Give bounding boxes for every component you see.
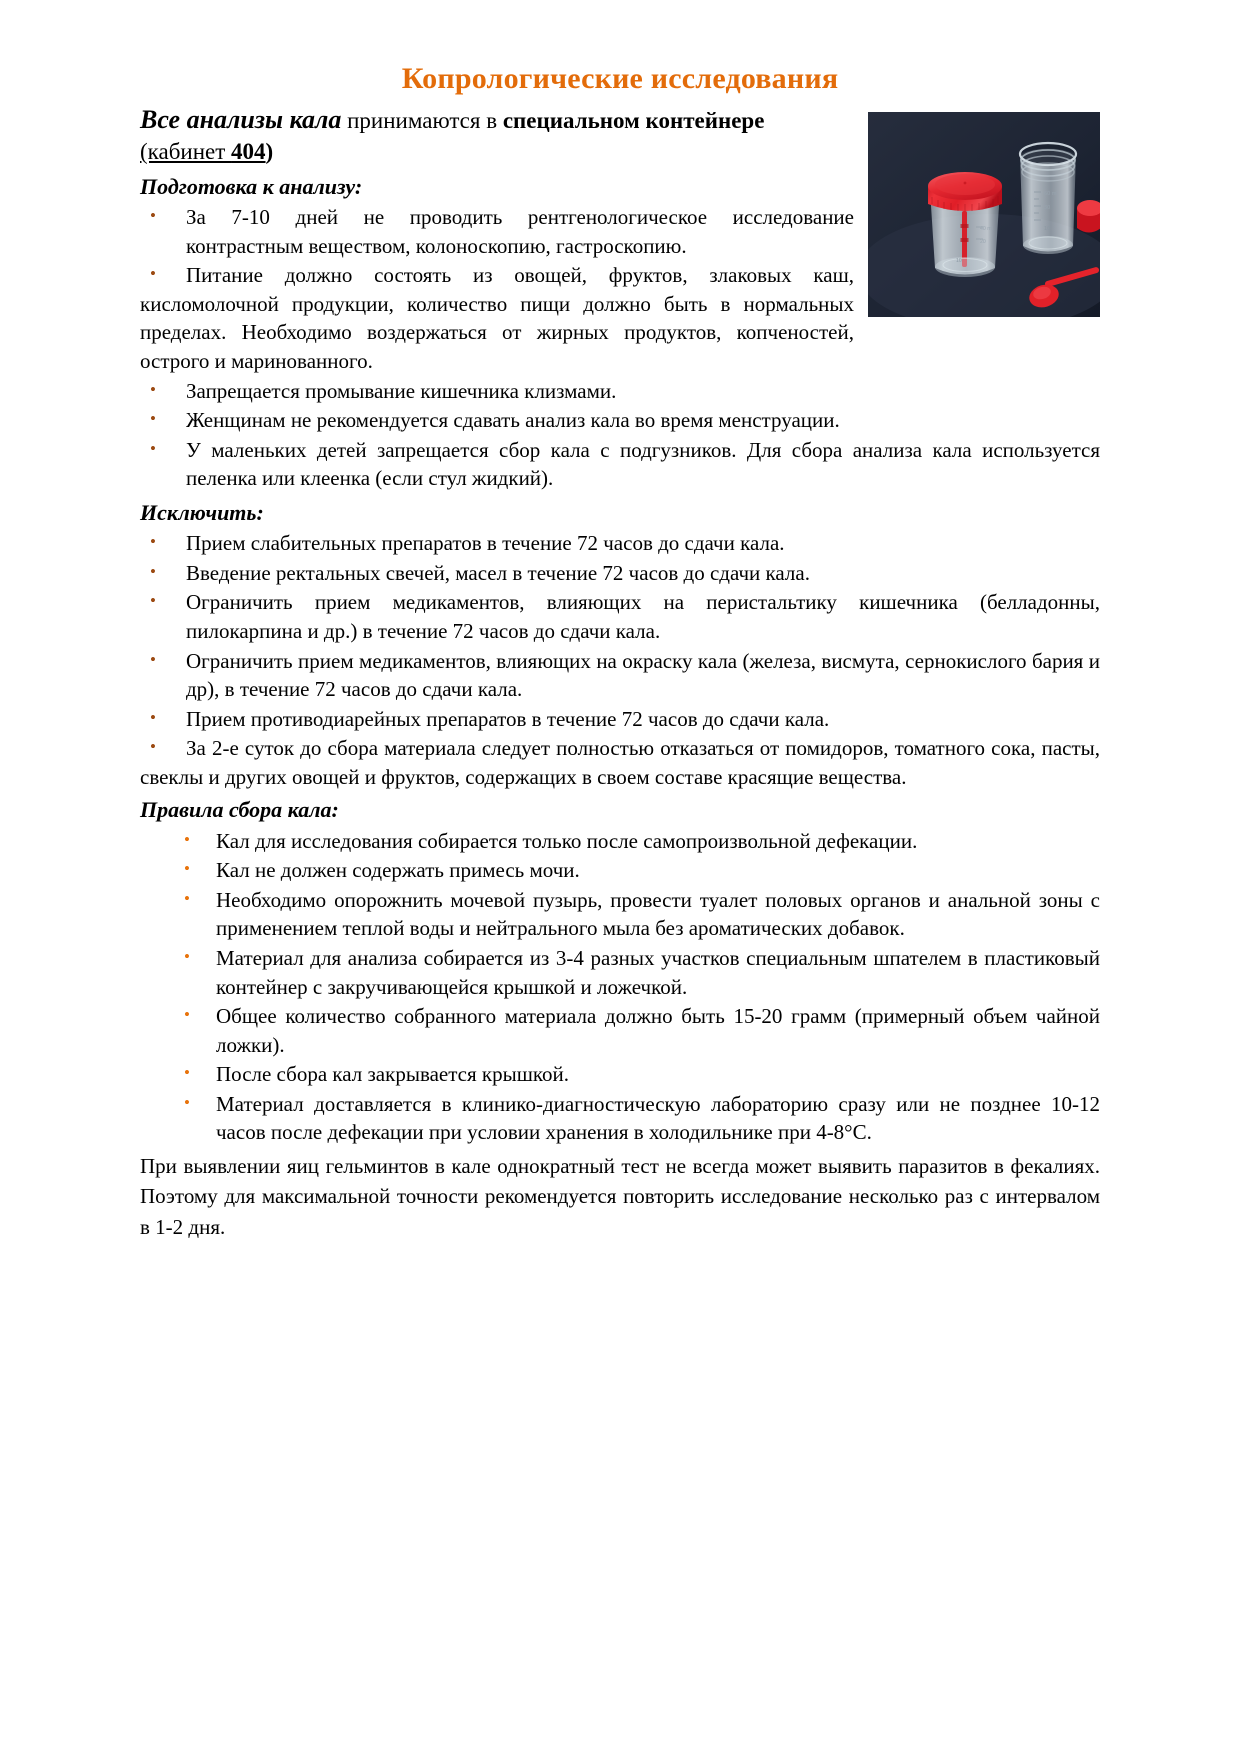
exclude-list bbox=[140, 529, 1100, 791]
list-item: • Кал не должен содержать примесь мочи. bbox=[140, 856, 1100, 885]
lead-emphasis: Все анализы кала bbox=[140, 105, 342, 134]
lead-close-paren: ) bbox=[265, 139, 274, 165]
svg-text:40 ml: 40 ml bbox=[980, 226, 993, 232]
list-item: • Прием противодиарейных препаратов в течение 72 часов до сдачи кала. bbox=[140, 705, 1100, 734]
list-item: • Материал доставляется в клинико-диагностическую лабораторию сразу или не позднее 10-12 часов после дефекации при условии хранения в холодильнике при 4-8°С. bbox=[140, 1090, 1100, 1147]
svg-text:30: 30 bbox=[1044, 205, 1051, 211]
room-number: 404 bbox=[231, 139, 266, 165]
list-item: • За 7-10 дней не проводить рентгенологическое исследование контрастным веществом, колоноскопию, гастроскопию. bbox=[140, 203, 1100, 260]
collection-rules-list bbox=[140, 827, 1100, 1147]
section-heading-preparation: Подготовка к анализу: bbox=[140, 173, 363, 199]
list-item: • После сбора кал закрывается крышкой. bbox=[140, 1060, 1100, 1089]
list-item: • Женщинам не рекомендуется сдавать анализ кала во время менструации. bbox=[140, 406, 1100, 435]
lead-bold-container: специальном контейнере bbox=[502, 108, 765, 133]
list-item: • Материал для анализа собирается из 3-4 разных участков специальным шпателем в пластиковый контейнер с закручивающейся крышкой и ложечкой. bbox=[140, 944, 1100, 1001]
list-item: • Кал для исследования собирается только после самопроизвольной дефекации. bbox=[140, 827, 1100, 856]
list-item: • Питание должно состоять из овощей, фруктов, злаковых каш, кисломолочной продукции, количество пищи должно быть в нормальных пределах. Необходимо воздержаться от жирных продуктов, копченостей, острого и маринованного. bbox=[140, 261, 1100, 375]
list-item: • Прием слабительных препаратов в течение 72 часов до сдачи кала. bbox=[140, 529, 1100, 558]
svg-text:10: 10 bbox=[1044, 226, 1051, 232]
page-title: Копрологические исследования bbox=[401, 62, 839, 95]
svg-text:20: 20 bbox=[980, 239, 986, 245]
lead-room-label: (кабинет bbox=[140, 139, 232, 165]
section-heading-collection-rules: Правила сбора кала: bbox=[140, 797, 339, 823]
list-item: • У маленьких детей запрещается сбор кала с подгузников. Для сбора анализа кала используется пеленка или клеенка (если стул жидкий). bbox=[140, 436, 1100, 493]
svg-text:60 ml: 60 ml bbox=[1044, 191, 1058, 197]
closing-paragraph: При выявлении яиц гельминтов в кале однократный тест не всегда может выявить паразитов в фекалиях. Поэтому для максимальной точности рекомендуется повторить исследование несколько раз с интервалом в 1-2 дня. bbox=[140, 1153, 1100, 1239]
document-body bbox=[140, 103, 1100, 1242]
list-item: • Ограничить прием медикаментов, влияющих на перистальтику кишечника (белладонны, пилокарпина и др.) в течение 72 часов до сдачи кала. bbox=[140, 588, 1100, 645]
list-item: • За 2-е суток до сбора материала следует полностью отказаться от помидоров, томатного сока, пасты, свеклы и других овощей и фруктов, содержащих в своем составе красящие вещества. bbox=[140, 734, 1100, 791]
lead-text-1: принимаются в bbox=[341, 108, 503, 133]
list-item: • Запрещается промывание кишечника клизмами. bbox=[140, 377, 1100, 406]
list-item: • Необходимо опорожнить мочевой пузырь, провести туалет половых органов и анальной зоны с применением теплой воды и нейтрального мыла без ароматических добавок. bbox=[140, 886, 1100, 943]
preparation-list bbox=[140, 203, 1100, 492]
list-item: • Общее количество собранного материала должно быть 15-20 грамм (примерный объем чайной ложки). bbox=[140, 1002, 1100, 1059]
list-item: • Ограничить прием медикаментов, влияющих на окраску кала (железа, висмута, сернокислого бария и др), в течение 72 часов до сдачи кала. bbox=[140, 647, 1100, 704]
list-item: • Введение ректальных свечей, масел в течение 72 часов до сдачи кала. bbox=[140, 559, 1100, 588]
section-heading-exclude: Исключить: bbox=[140, 499, 264, 525]
svg-text:10: 10 bbox=[956, 258, 962, 264]
